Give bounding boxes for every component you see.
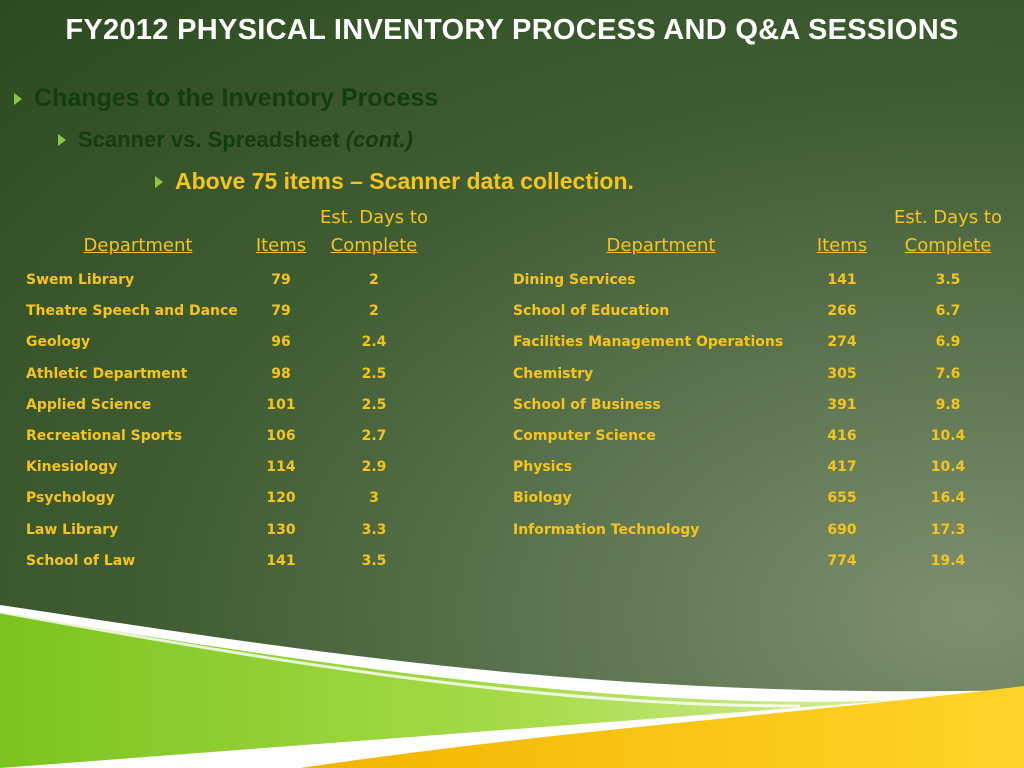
table-cell-left-days: 2.4 [361,334,387,350]
table-cell-right-days: 16.4 [930,490,966,506]
header-days-right: Est. Days to Complete [894,207,1002,256]
table-cell-right-items: 416 [827,428,857,444]
table-cell-left-dept: Psychology [26,490,115,506]
table-cell-left-items: 96 [271,334,291,350]
table-cell-right-days: 10.4 [930,428,966,444]
table-cell-left-items: 101 [266,397,296,413]
table-cell-left-days: 2 [369,303,379,319]
table-cell-right-dept: Chemistry [513,366,594,382]
bullet-level-2-text: Scanner vs. Spreadsheet [78,127,340,152]
table-cell-left-dept: Swem Library [26,272,135,288]
table-cell-right-items: 690 [827,522,857,538]
table-cell-left-items: 79 [271,303,291,319]
table-cell-left-items: 79 [271,272,291,288]
table-cell-left-days: 2.5 [361,397,387,413]
table-cell-right-dept: Dining Services [513,272,636,288]
table-cell-right-days: 3.5 [935,272,961,288]
table-cell-right-items: 305 [827,366,857,382]
table-cell-left-items: 141 [266,553,296,569]
table-cell-left-days: 3 [369,490,379,506]
table-cell-left-items: 120 [266,490,296,506]
header-days-left: Est. Days to Complete [320,207,428,256]
table-cell-right-items: 655 [827,490,857,506]
table-cell-left-days: 2.7 [361,428,387,444]
table-cell-right-items: 266 [827,303,857,319]
table-cell-left-dept: Athletic Department [26,366,188,382]
table-cell-left-dept: Theatre Speech and Dance [26,303,238,319]
table-cell-right-items: 141 [827,272,857,288]
bullet-level-3-text: Above 75 items – Scanner data collection. [175,168,634,194]
bullet-level-2-suffix: (cont.) [345,127,413,152]
table-cell-left-days: 3.5 [361,553,387,569]
table-cell-left-days: 3.3 [361,522,387,538]
table-cell-left-days: 2.5 [361,366,387,382]
table-cell-right-days: 9.8 [935,397,961,413]
header-items-right: Items [816,235,868,256]
header-department-left: Department [83,235,193,256]
table-cell-left-items: 130 [266,522,296,538]
table-cell-right-dept: School of Education [513,303,670,319]
table-cell-right-days: 6.7 [935,303,961,319]
table-cell-right-days: 7.6 [935,366,961,382]
table-cell-right-days: 19.4 [930,553,966,569]
table-cell-left-items: 114 [266,459,296,475]
table-cell-left-dept: Recreational Sports [26,428,183,444]
table-cell-right-dept: Facilities Management Operations [513,334,784,350]
table-cell-right-items: 274 [827,334,857,350]
table-cell-right-days: 10.4 [930,459,966,475]
table-cell-right-dept: Biology [513,490,572,506]
table-cell-left-dept: Geology [26,334,91,350]
table-cell-right-days: 17.3 [930,522,966,538]
table-cell-left-days: 2.9 [361,459,387,475]
table-cell-left-dept: Kinesiology [26,459,118,475]
table-cell-right-items: 391 [827,397,857,413]
table-cell-right-dept: Physics [513,459,573,475]
table-cell-left-items: 98 [271,366,291,382]
table-cell-right-days: 6.9 [935,334,961,350]
header-items-left: Items [255,235,307,256]
slide-title: FY2012 PHYSICAL INVENTORY PROCESS AND Q&A SESSIONS [65,14,959,46]
table-cell-left-items: 106 [266,428,296,444]
table-cell-right-items: 774 [827,553,857,569]
table-cell-right-items: 417 [827,459,857,475]
table-cell-left-dept: Law Library [26,522,119,538]
table-cell-right-dept: Information Technology [513,522,700,538]
table-cell-left-dept: Applied Science [26,397,152,413]
table-cell-right-dept: School of Business [513,397,661,413]
table-cell-left-dept: School of Law [26,553,136,569]
header-department-right: Department [606,235,716,256]
bullet-level-1-text: Changes to the Inventory Process [34,84,439,112]
table-cell-left-days: 2 [369,272,379,288]
table-cell-right-dept: Computer Science [513,428,656,444]
